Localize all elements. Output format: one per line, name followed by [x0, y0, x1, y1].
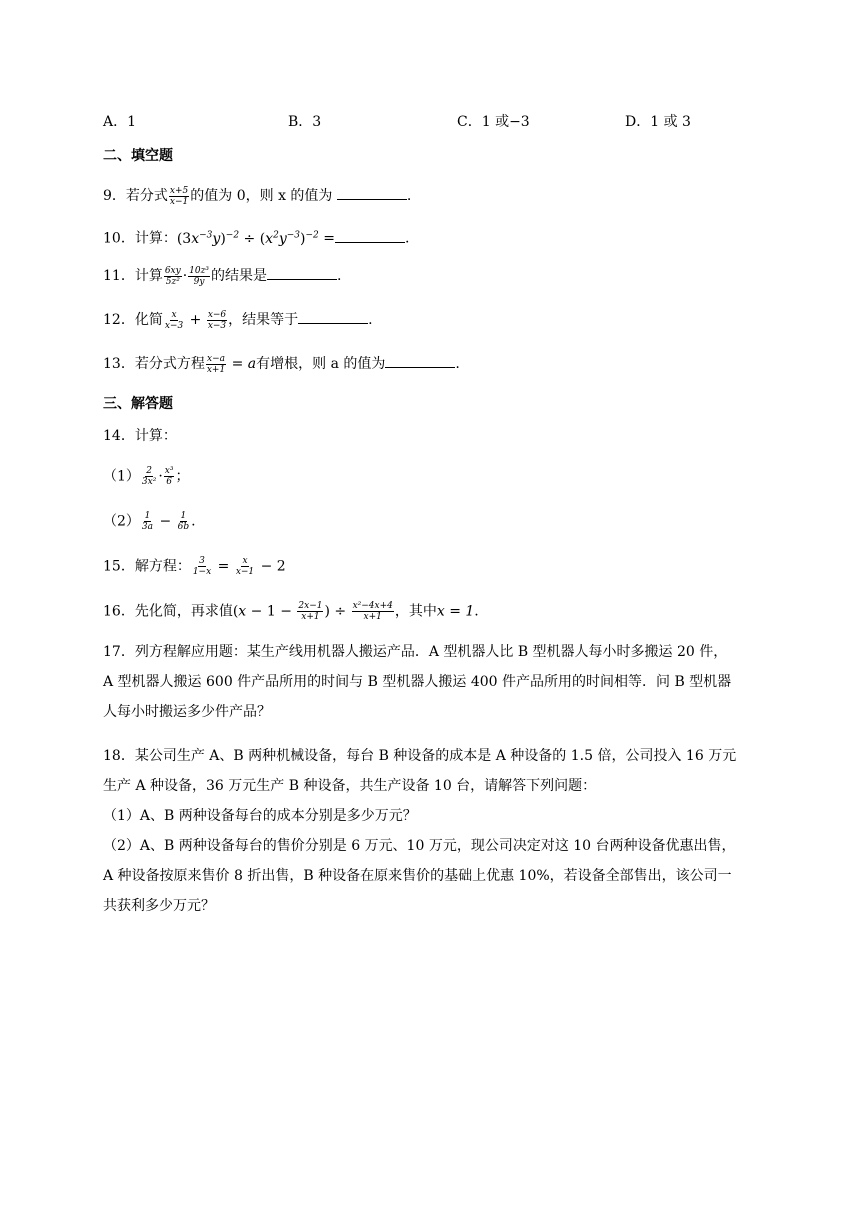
- question-14-part-1: （1） $\frac{2}{\text{3x²}}$ · $\frac{\text{x³}}{6}$ ；: [103, 466, 190, 487]
- q10-number: 10．: [103, 230, 135, 247]
- q11-fraction-1: $\frac{6xy}{\text{5z²}}$: [164, 265, 181, 287]
- question-17: [103, 637, 763, 727]
- question-13: 13．若分式方程 $\frac{x-a}{x+1}$ = a有增根，则 a 的值为 .: [103, 353, 460, 375]
- q9-end: .: [406, 188, 412, 204]
- q9-number: 9．: [103, 188, 126, 204]
- q12-pre: 化简: [134, 312, 163, 328]
- question-16: 16．先化简，再求值(x − 1 − $\frac{2x-1}{x+1}$ ) ÷ $\frac{\text{x²−4x+4}}{x+1}$ ，其中x = 1.: [103, 601, 479, 622]
- q14-p1-end: ；: [175, 468, 190, 485]
- q10-answer-blank[interactable]: [335, 228, 405, 243]
- option-a: A．1: [103, 114, 137, 130]
- question-15: 15．解方程： $\frac{3}{1-x}$ = $\frac{x}{x-1}$ − 2: [103, 556, 286, 577]
- question-10: [103, 225, 409, 249]
- q15-text: 解方程：: [134, 558, 191, 575]
- q17-line-1: 17．列方程解应用题：某生产线用机器人搬运产品．A 型机器人比 B 型机器人每小时多搬运 20 件，: [103, 644, 728, 660]
- q12-end: .: [368, 312, 373, 328]
- q11-post: 的结果是: [210, 268, 267, 284]
- q16-expression: (x − 1 −: [232, 603, 292, 620]
- q14-p2-label: （2）: [103, 513, 140, 530]
- q16-pre: 先化简，再求值: [134, 603, 233, 620]
- q14-number: 14．: [103, 428, 135, 444]
- q12-answer-blank[interactable]: [298, 309, 368, 324]
- q10-eq: =: [323, 230, 335, 247]
- q11-end: .: [336, 268, 342, 284]
- q13-fraction: $\frac{x-a}{x+1}$: [206, 353, 226, 375]
- q9-post: 的值为 0，则 x 的值为: [190, 188, 337, 204]
- q14-text: 计算：: [134, 428, 177, 444]
- question-14-part-2: （2） $\frac{1}{3a}$ − $\frac{1}{6b}$ .: [103, 511, 196, 532]
- q12-post: ，结果等于: [228, 312, 299, 328]
- q9-answer-blank[interactable]: [337, 185, 407, 200]
- question-14: [103, 426, 177, 446]
- question-11: 11．计算 $\frac{6xy}{\text{5z²}}$ · $\frac{\text{10z³}}{9y}$ 的结果是 .: [103, 265, 342, 287]
- q10-expression: $(3x^{-3}y)^{-2} \div (x^2y^{-3})^{-2}$: [176, 230, 319, 247]
- q14-p2-fraction-2: $\frac{1}{6b}$: [177, 511, 190, 532]
- q13-number: 13．: [103, 356, 135, 372]
- q16-post: ，其中: [394, 603, 437, 620]
- q14-p2-fraction-1: $\frac{1}{3a}$: [141, 511, 154, 532]
- q16-number: 16．: [103, 603, 135, 620]
- q16-end: .: [474, 603, 479, 620]
- q18-line-4: （2）A、B 两种设备每台的售价分别是 6 万元、10 万元，现公司决定对这 10 台两种设备优惠出售，: [103, 838, 736, 854]
- q17-line-3: 人每小时搬运多少件产品？: [103, 704, 271, 720]
- q14-p1-label: （1）: [103, 468, 140, 485]
- q18-line-5: A 种设备按原来售价 8 折出售，B 种设备在原来售价的基础上优惠 10%，若设备全部售出，该公司一: [103, 868, 732, 884]
- option-c: C．1 或−3: [457, 114, 530, 130]
- question-12: 12．化简 $\frac{x}{x-3}$ + $\frac{x-6}{x-3}$ ，结果等于 .: [103, 309, 373, 331]
- q15-number: 15．: [103, 558, 135, 575]
- option-b: B．3: [288, 114, 322, 130]
- q18-line-6: 共获利多少万元？: [103, 898, 215, 914]
- q16-fraction-1: $\frac{2x-1}{x+1}$: [298, 601, 323, 622]
- q11-answer-blank[interactable]: [267, 265, 337, 280]
- q18-line-2: 生产 A 种设备，36 万元生产 B 种设备，共生产设备 10 台，请解答下列问题：: [103, 778, 597, 794]
- q14-p1-fraction-1: $\frac{2}{\text{3x²}}$: [141, 466, 157, 487]
- q11-fraction-2: $\frac{\text{10z³}}{9y}$: [189, 265, 209, 287]
- q14-p1-fraction-2: $\frac{\text{x³}}{6}$: [164, 466, 174, 487]
- q16-fraction-2: $\frac{\text{x²−4x+4}}{x+1}$: [352, 601, 393, 622]
- q12-fraction-1: $\frac{x}{x-3}$: [164, 309, 184, 331]
- q10-end: .: [404, 230, 410, 247]
- section-solve-heading: 三、解答题: [103, 396, 173, 412]
- q13-pre: 若分式方程: [134, 356, 205, 372]
- q9-pre: 若分式: [125, 188, 168, 204]
- q11-pre: 计算: [134, 268, 163, 284]
- q13-post: 有增根，则 a 的值为: [256, 356, 386, 372]
- question-9: [103, 185, 411, 207]
- q16-condition: x = 1: [436, 603, 475, 620]
- q11-number: 11．: [103, 268, 135, 284]
- q10-pre: 计算：: [134, 230, 177, 247]
- q17-line-2: A 型机器人搬运 600 件产品所用的时间与 B 型机器人搬运 400 件产品所用的时间相等．问 B 型机器: [103, 674, 732, 690]
- q13-end: .: [455, 356, 460, 372]
- question-18: [103, 741, 763, 921]
- q18-line-3: （1）A、B 两种设备每台的成本分别是多少万元？: [103, 808, 417, 824]
- q12-fraction-2: $\frac{x-6}{x-3}$: [207, 309, 227, 331]
- option-d: D．1 或 3: [625, 114, 691, 130]
- q12-number: 12．: [103, 312, 135, 328]
- q13-answer-blank[interactable]: [385, 353, 455, 368]
- q15-fraction-2: $\frac{x}{x-1}$: [235, 556, 255, 577]
- section-fill-heading: 二、填空题: [103, 148, 173, 164]
- q18-line-1: 18．某公司生产 A、B 两种机械设备，每台 B 种设备的成本是 A 种设备的 1.5 倍，公司投入 16 万元: [103, 748, 737, 764]
- q9-fraction: $\frac{x+5}{x-1}$: [169, 185, 189, 207]
- q14-p2-end: .: [191, 513, 196, 530]
- q15-fraction-1: $\frac{3}{1-x}$: [192, 556, 212, 577]
